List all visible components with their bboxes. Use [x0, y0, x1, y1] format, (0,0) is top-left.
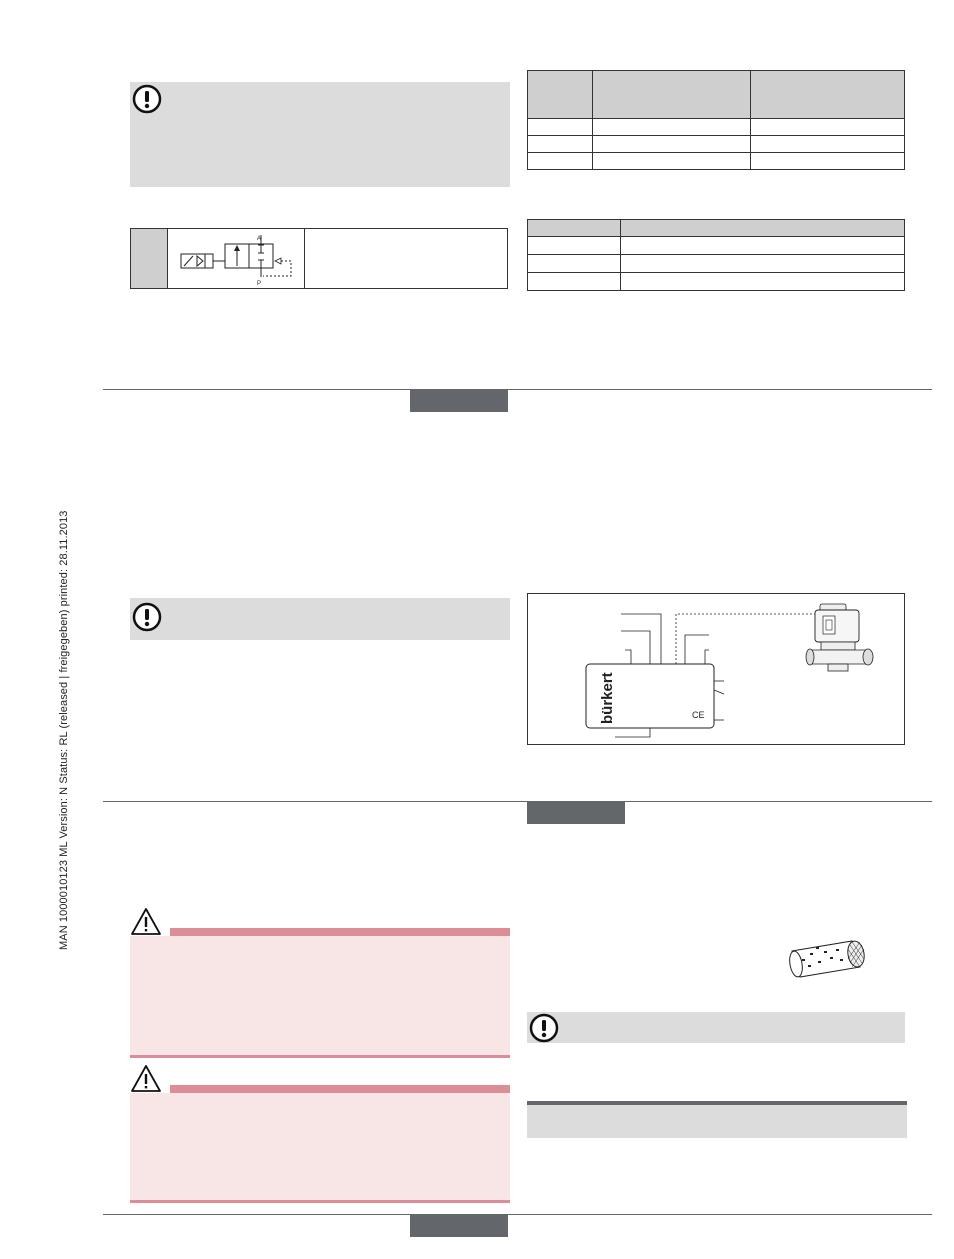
table2-header-2: [621, 220, 905, 237]
table-cell: [528, 119, 593, 136]
notice-box-3: [527, 1012, 905, 1043]
document-status-label: MAN 1000010123 ML Version: N Status: RL (released | freigegeben) printed: 28.11.2013: [58, 510, 70, 950]
section-heading-bar: [527, 1101, 907, 1138]
table-cell: [528, 136, 593, 153]
warning-stripe-2: [170, 1085, 510, 1093]
strainer-filter-illustration: [780, 937, 870, 981]
table-cell: [528, 153, 593, 170]
ce-mark: CE: [692, 710, 705, 720]
port-p-label: P: [257, 281, 262, 287]
table-cell: [593, 136, 751, 153]
table-cell: [593, 153, 751, 170]
notice-box-2: [130, 598, 510, 640]
warning-stripe-1: [170, 928, 510, 936]
section-tab-1: [410, 390, 508, 412]
table1-header-1: [528, 71, 593, 119]
warning-box-1: [130, 936, 510, 1058]
table-cell: [593, 119, 751, 136]
valve-circuit-symbol: [171, 232, 301, 287]
table-cell: [528, 273, 621, 291]
exclamation-icon: [132, 602, 162, 632]
section-tab-3: [410, 1215, 508, 1237]
table-cell: [751, 119, 905, 136]
table1-header-3: [751, 71, 905, 119]
symbol-table-grey-cell: [131, 229, 168, 288]
warning-triangle-icon: [130, 1064, 162, 1094]
section-divider-1: [103, 389, 932, 390]
warning-triangle-icon: [130, 907, 162, 937]
table-cell: [621, 255, 905, 273]
nameplate-figure: [527, 593, 905, 745]
table2-header-1: [528, 220, 621, 237]
notice-box-1: [130, 82, 510, 187]
table1-header-2: [593, 71, 751, 119]
table-cell: [621, 273, 905, 291]
warning-box-2: [130, 1093, 510, 1203]
table-cell: [621, 237, 905, 255]
valve-symbol-table: [130, 228, 508, 289]
table-cell: [528, 237, 621, 255]
table-cell: [751, 153, 905, 170]
symbol-table-divider: [304, 229, 305, 288]
section-divider-2: [103, 801, 932, 802]
data-table-1: [527, 70, 905, 170]
exclamation-icon: [132, 84, 162, 114]
table-cell: [528, 255, 621, 273]
section-tab-2: [527, 802, 625, 824]
exclamation-icon: [529, 1013, 559, 1043]
section-divider-3: [103, 1214, 932, 1215]
data-table-2: [527, 219, 905, 291]
valve-illustration: [806, 604, 873, 671]
port-a-label: A: [257, 236, 262, 242]
nameplate-drawing: [528, 594, 904, 744]
brand-logo-text: bürkert: [599, 672, 616, 724]
table-cell: [751, 136, 905, 153]
